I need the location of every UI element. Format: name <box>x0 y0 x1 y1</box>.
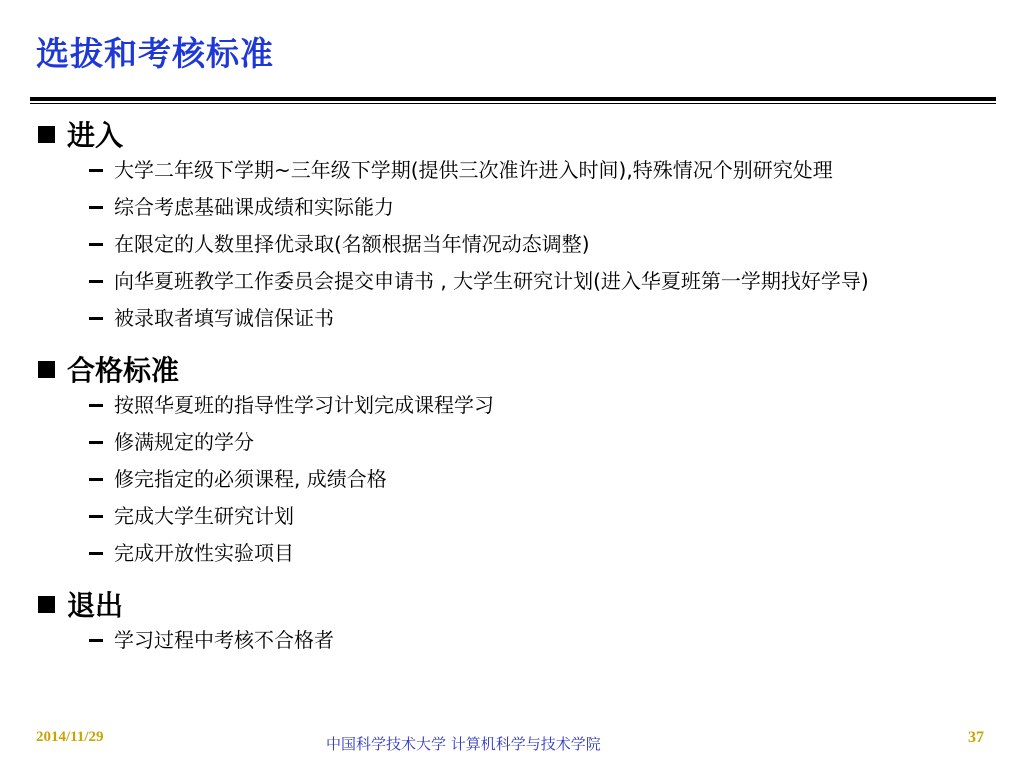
dash-bullet-icon <box>89 478 103 481</box>
dash-bullet-icon <box>89 552 103 555</box>
sub-list <box>36 156 996 332</box>
title-divider-thick <box>30 97 996 101</box>
section-entry <box>36 112 996 332</box>
slide-title: 选拔和考核标准 <box>36 34 274 73</box>
footer-date: 2014/11/29 <box>36 729 104 745</box>
section-exit <box>36 582 996 654</box>
slide-content <box>36 112 996 663</box>
list-item: 大学二年级下学期~三年级下学期(提供三次准许进入时间),特殊情况个别研究处理 <box>36 156 996 184</box>
square-bullet-icon <box>38 361 55 378</box>
dash-bullet-icon <box>89 515 103 518</box>
dash-bullet-icon <box>89 639 103 642</box>
footer-institution: 中国科学技术大学 计算机科学与技术学院 <box>326 735 601 753</box>
title-divider-thin <box>30 103 996 104</box>
list-item: 在限定的人数里择优录取(名额根据当年情况动态调整) <box>36 230 996 258</box>
dash-bullet-icon <box>89 243 103 246</box>
list-item: 按照华夏班的指导性学习计划完成课程学习 <box>36 391 996 419</box>
section-heading: 退出 <box>67 589 124 622</box>
dash-bullet-icon <box>89 441 103 444</box>
list-item: 综合考虑基础课成绩和实际能力 <box>36 193 996 221</box>
list-item: 向华夏班教学工作委员会提交申请书 , 大学生研究计划(进入华夏班第一学期找好学导) <box>36 267 996 295</box>
list-item: 学习过程中考核不合格者 <box>36 626 996 654</box>
section-qualification <box>36 347 996 567</box>
dash-bullet-icon <box>89 317 103 320</box>
list-item: 被录取者填写诚信保证书 <box>36 304 996 332</box>
list-item: 修完指定的必须课程, 成绩合格 <box>36 465 996 493</box>
section-heading: 合格标准 <box>67 354 180 387</box>
dash-bullet-icon <box>89 206 103 209</box>
footer-page-number: 37 <box>968 729 984 746</box>
square-bullet-icon <box>38 596 55 613</box>
dash-bullet-icon <box>89 169 103 172</box>
list-item: 修满规定的学分 <box>36 428 996 456</box>
section-heading: 进入 <box>67 119 124 152</box>
square-bullet-icon <box>38 126 55 143</box>
dash-bullet-icon <box>89 280 103 283</box>
sub-list <box>36 626 996 654</box>
sub-list <box>36 391 996 567</box>
dash-bullet-icon <box>89 404 103 407</box>
list-item: 完成开放性实验项目 <box>36 539 996 567</box>
list-item: 完成大学生研究计划 <box>36 502 996 530</box>
